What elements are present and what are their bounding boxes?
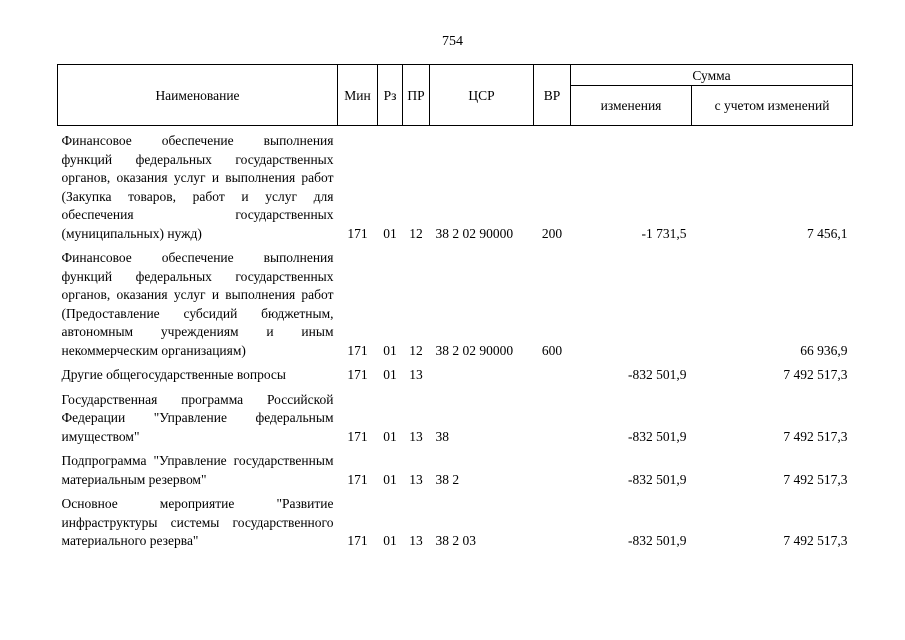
row-name: Другие общегосударственные вопросы bbox=[61, 367, 286, 382]
row-pr: 12 bbox=[409, 225, 423, 241]
row-name: Подпрограмма "Управление государственным материальным резервом" bbox=[61, 453, 334, 487]
row-vr: 600 bbox=[541, 342, 563, 358]
row-vr: 200 bbox=[541, 225, 563, 241]
row-with-changes: 7 492 517,3 bbox=[783, 471, 848, 487]
row-rz: 01 bbox=[383, 225, 397, 241]
row-change: -832 501,9 bbox=[628, 428, 687, 444]
row-name: Финансовое обеспечение выполнения функций федеральных государственных органов, оказания услуг и выполнения работ (Предоставление субсидий бюджетным, автономным учреждениям и иным некоммерческим организациям) bbox=[61, 250, 334, 358]
header-change: изменения bbox=[571, 86, 692, 126]
row-rz: 01 bbox=[383, 428, 397, 444]
row-vr bbox=[534, 452, 571, 495]
row-min: 171 bbox=[347, 428, 368, 444]
row-pr: 13 bbox=[409, 428, 423, 444]
table-row bbox=[58, 126, 853, 250]
row-change: -1 731,5 bbox=[641, 225, 687, 241]
row-rz: 01 bbox=[383, 342, 397, 358]
row-with-changes: 7 492 517,3 bbox=[783, 428, 848, 444]
header-pr: ПР bbox=[403, 65, 430, 126]
row-csr bbox=[430, 366, 534, 391]
table-row bbox=[58, 391, 853, 453]
row-change: -832 501,9 bbox=[628, 471, 687, 487]
row-rz: 01 bbox=[383, 471, 397, 487]
row-csr: 38 2 02 90000 bbox=[435, 342, 514, 358]
row-min: 171 bbox=[347, 471, 368, 487]
row-pr: 13 bbox=[409, 533, 423, 548]
row-with-changes: 66 936,9 bbox=[800, 342, 848, 358]
row-change bbox=[571, 249, 692, 366]
header-rz: Рз bbox=[378, 65, 403, 126]
header-csr: ЦСР bbox=[430, 65, 534, 126]
row-change: -832 501,9 bbox=[628, 367, 687, 382]
budget-table bbox=[57, 64, 853, 557]
row-vr bbox=[534, 495, 571, 557]
row-name: Государственная программа Российской Федерации "Управление федеральным имуществом" bbox=[61, 391, 334, 444]
table-row bbox=[58, 495, 853, 557]
row-pr: 13 bbox=[409, 367, 423, 382]
row-vr bbox=[534, 366, 571, 391]
header-sum: Сумма bbox=[571, 65, 853, 86]
row-min: 171 bbox=[347, 225, 368, 241]
row-change: -832 501,9 bbox=[628, 533, 687, 548]
table-row bbox=[58, 366, 853, 391]
table-row bbox=[58, 452, 853, 495]
row-with-changes: 7 492 517,3 bbox=[783, 367, 848, 382]
row-min: 171 bbox=[347, 367, 368, 382]
header-name: Наименование bbox=[58, 65, 338, 126]
row-pr: 12 bbox=[409, 342, 423, 358]
table-row bbox=[58, 249, 853, 366]
header-min: Мин bbox=[338, 65, 378, 126]
row-csr: 38 2 bbox=[435, 471, 460, 487]
row-min: 171 bbox=[347, 533, 368, 548]
row-with-changes: 7 456,1 bbox=[807, 225, 848, 241]
header-with-changes: с учетом изменений bbox=[692, 86, 853, 126]
row-min: 171 bbox=[347, 342, 368, 358]
table-header bbox=[58, 65, 853, 126]
row-csr: 38 2 02 90000 bbox=[435, 225, 514, 241]
row-csr: 38 bbox=[435, 428, 449, 444]
row-vr bbox=[534, 391, 571, 453]
row-rz: 01 bbox=[383, 533, 397, 548]
row-csr: 38 2 03 bbox=[435, 533, 476, 548]
table-body bbox=[58, 126, 853, 557]
row-with-changes: 7 492 517,3 bbox=[783, 533, 848, 548]
row-name: Основное мероприятие "Развитие инфраструктуры системы государственного материального резерва" bbox=[61, 496, 334, 548]
row-name: Финансовое обеспечение выполнения функций федеральных государственных органов, оказания услуг и выполнения работ (Закупка товаров, работ и услуг для обеспечения государственных (муниципальных) нужд) bbox=[61, 133, 334, 241]
row-pr: 13 bbox=[409, 471, 423, 487]
header-vr: ВР bbox=[534, 65, 571, 126]
page-number: 754 bbox=[442, 34, 463, 49]
row-rz: 01 bbox=[383, 367, 397, 382]
